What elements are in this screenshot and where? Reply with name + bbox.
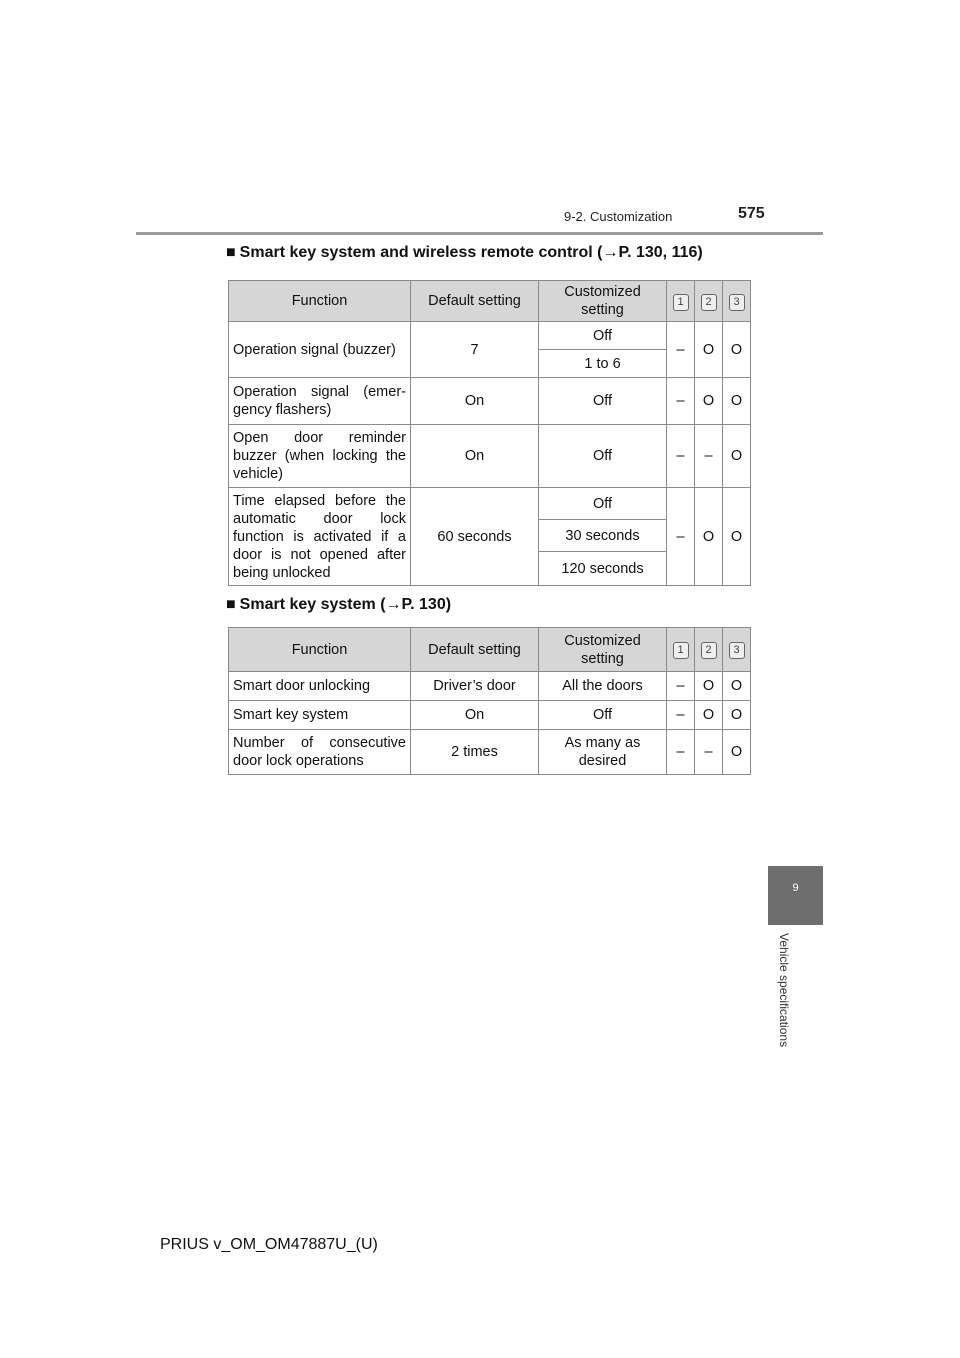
cell-1: – (667, 378, 695, 425)
table-row (229, 378, 751, 425)
custom-cell: As many as desired (539, 730, 667, 775)
default-cell: Driver’s door (411, 672, 539, 701)
col-header-2 (695, 281, 723, 322)
function-cell: Smart key system (229, 701, 411, 730)
cell-2: O (695, 701, 723, 730)
page-number: 575 (738, 205, 765, 222)
footer-doc-id: PRIUS v_OM_OM47887U_(U) (160, 1236, 378, 1253)
cell-3: O (723, 378, 751, 425)
section-title: 9-2. Customization (564, 209, 673, 224)
cell-2: – (695, 425, 723, 488)
custom-cell: Off (539, 378, 667, 425)
chapter-tab: 9 (768, 866, 823, 925)
heading-text: Smart key system and wireless remote control (→P. 130, 116) (239, 244, 703, 261)
default-cell: 2 times (411, 730, 539, 775)
default-cell: On (411, 425, 539, 488)
col-header-2 (695, 628, 723, 672)
cell-2: – (695, 730, 723, 775)
number-3-icon: 3 (729, 294, 745, 311)
custom-cell: Off (539, 701, 667, 730)
custom-cell: All the doors (539, 672, 667, 701)
chapter-label: Vehicle specifications (777, 933, 791, 1048)
cell-3: O (723, 730, 751, 775)
number-1-icon: 1 (673, 642, 689, 659)
default-cell: On (411, 378, 539, 425)
cell-2: O (695, 322, 723, 378)
number-2-icon: 2 (701, 294, 717, 311)
col-header-3 (723, 628, 751, 672)
cell-3: O (723, 488, 751, 586)
default-cell: 60 seconds (411, 488, 539, 586)
function-cell: Smart door unlocking (229, 672, 411, 701)
cell-2: O (695, 378, 723, 425)
cell-3: O (723, 322, 751, 378)
custom-cell: Off (539, 322, 667, 350)
square-bullet-icon: ■ (226, 596, 236, 613)
col-header-customized: Customized setting (539, 628, 667, 672)
number-3-icon: 3 (729, 642, 745, 659)
col-header-function: Function (229, 628, 411, 672)
square-bullet-icon: ■ (226, 244, 236, 261)
heading-section-1 (226, 244, 703, 262)
cell-3: O (723, 672, 751, 701)
function-cell: Open door reminder buzzer (when locking the vehicle) (229, 425, 411, 488)
custom-cell: Off (539, 425, 667, 488)
custom-cell: Off (539, 488, 667, 520)
col-header-function: Function (229, 281, 411, 322)
table-row (229, 322, 751, 350)
heading-text: Smart key system (→P. 130) (239, 596, 452, 613)
cell-3: O (723, 425, 751, 488)
table-row (229, 425, 751, 488)
col-header-1 (667, 281, 695, 322)
function-cell: Operation signal (emer-gency flashers) (229, 378, 411, 425)
header-divider (136, 232, 823, 235)
cell-3: O (723, 701, 751, 730)
settings-table-2 (228, 627, 751, 775)
custom-cell: 120 seconds (539, 552, 667, 586)
cell-1: – (667, 322, 695, 378)
cell-1: – (667, 672, 695, 701)
function-cell: Number of consecutive door lock operations (229, 730, 411, 775)
function-cell: Operation signal (buzzer) (229, 322, 411, 378)
cell-2: O (695, 488, 723, 586)
col-header-1 (667, 628, 695, 672)
heading-section-2 (226, 596, 451, 614)
custom-cell: 1 to 6 (539, 350, 667, 378)
cell-1: – (667, 730, 695, 775)
function-cell: Time elapsed before the automatic door lock function is activated if a door is not opened after being unlocked (229, 488, 411, 586)
default-cell: 7 (411, 322, 539, 378)
number-1-icon: 1 (673, 294, 689, 311)
custom-cell: 30 seconds (539, 520, 667, 552)
col-header-default: Default setting (411, 281, 539, 322)
table-row (229, 701, 751, 730)
cell-1: – (667, 425, 695, 488)
default-cell: On (411, 701, 539, 730)
col-header-3 (723, 281, 751, 322)
col-header-default: Default setting (411, 628, 539, 672)
cell-2: O (695, 672, 723, 701)
table-row (229, 672, 751, 701)
cell-1: – (667, 701, 695, 730)
settings-table-1 (228, 280, 751, 586)
number-2-icon: 2 (701, 642, 717, 659)
table-row (229, 488, 751, 520)
cell-1: – (667, 488, 695, 586)
col-header-customized: Customized setting (539, 281, 667, 322)
table-row (229, 730, 751, 775)
